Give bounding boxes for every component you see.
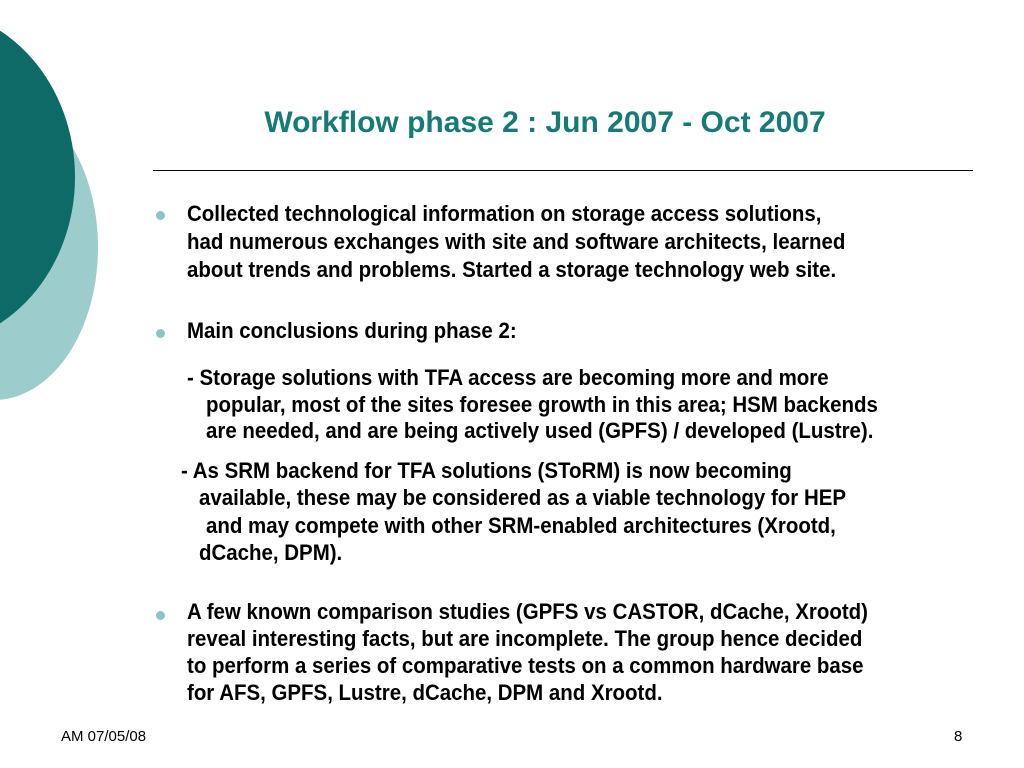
bullet-3-line-2: reveal interesting facts, but are incomplete. The group hence decided: [187, 626, 863, 651]
title-divider: [153, 170, 973, 171]
bullet-2-line-1: Main conclusions during phase 2:: [187, 318, 517, 343]
bullet-1-line-2: had numerous exchanges with site and software architects, learned: [187, 229, 846, 254]
footer-date: AM 07/05/08: [61, 728, 147, 745]
subitem-2-line-4: dCache, DPM).: [199, 540, 343, 565]
subitem-1-line-2: popular, most of the sites foresee growth in this area; HSM backends: [206, 392, 878, 417]
bullet-3-line-4: for AFS, GPFS, Lustre, dCache, DPM and Xrootd.: [187, 680, 663, 705]
page-number: 8: [954, 728, 963, 745]
bullet-1-line-3: about trends and problems. Started a storage technology web site.: [187, 257, 837, 282]
subitem-1-line-1: - Storage solutions with TFA access are becoming more and more: [187, 365, 829, 390]
slide-title: Workflow phase 2 : Jun 2007 - Oct 2007: [264, 106, 826, 139]
bullet-1-line-1: Collected technological information on storage access solutions,: [187, 201, 822, 226]
bullet-icon: [156, 611, 165, 620]
bullet-3-line-1: A few known comparison studies (GPFS vs CASTOR, dCache, Xrootd): [187, 599, 868, 624]
subitem-2-line-3: and may compete with other SRM-enabled architectures (Xrootd,: [206, 513, 836, 538]
bullet-3-line-3: to perform a series of comparative tests on a common hardware base: [187, 653, 864, 678]
subitem-2-line-2: available, these may be considered as a viable technology for HEP: [199, 485, 847, 510]
subitem-1-line-3: are needed, and are being actively used (GPFS) / developed (Lustre).: [206, 418, 874, 443]
bullet-icon: [156, 211, 165, 220]
subitem-2-line-1: - As SRM backend for TFA solutions (SToRM) is now becoming: [181, 458, 792, 483]
bullet-icon: [156, 329, 165, 338]
